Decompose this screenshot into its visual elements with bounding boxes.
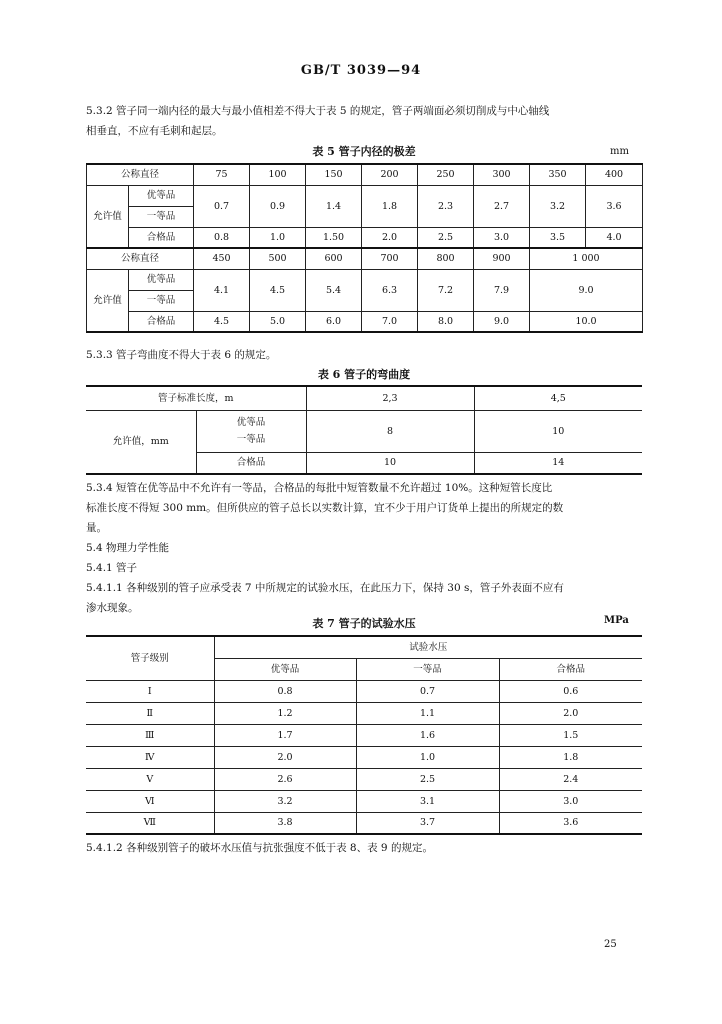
t5-dn: 600 [306, 248, 362, 269]
t7-val: 3.0 [499, 790, 642, 812]
clause-line: 5.3.2 管子同一端内径的最大与最小值相差不得大于表 5 的规定，管子两端面必须切削成与中心轴线 [86, 105, 550, 117]
t5-val: 8.0 [418, 311, 474, 332]
clause-5-3-2 [86, 101, 642, 141]
clause-line: 相垂直，不应有毛刺和起层。 [86, 125, 223, 137]
t7-val: 3.6 [499, 812, 642, 834]
t7-val: 0.6 [499, 680, 642, 702]
clause-5-3-3: 5.3.3 管子弯曲度不得大于表 6 的规定。 [86, 349, 277, 361]
t5-val: 2.5 [418, 227, 474, 248]
t7-val: 3.7 [356, 812, 499, 834]
t7-level: Ⅱ [86, 702, 214, 724]
t5-dn: 400 [586, 164, 643, 185]
table5-unit: mm [610, 146, 629, 157]
t5-val: 1.50 [306, 227, 362, 248]
t5-label-allow: 允许值 [87, 185, 129, 248]
t5-dn: 250 [418, 164, 474, 185]
clause-line: 5.3.4 短管在优等品中不允许有一等品，合格品的每批中短管数量不允许超过 10%。这种短管长度比 [86, 482, 553, 494]
t6-length-a: 2,3 [306, 386, 474, 410]
t5-val: 7.9 [474, 269, 530, 311]
t5-val: 2.0 [362, 227, 418, 248]
t5-dn: 100 [250, 164, 306, 185]
t7-head-grade: 管子级别 [86, 636, 214, 680]
t5-val: 4.5 [250, 269, 306, 311]
page-number: 25 [604, 939, 617, 950]
t5-dn: 75 [194, 164, 250, 185]
t5-grade-ok: 合格品 [129, 227, 194, 248]
t5-val: 2.3 [418, 185, 474, 227]
table-row [86, 790, 642, 812]
t5-val: 3.6 [586, 185, 643, 227]
table-row [86, 746, 642, 768]
t7-val: 3.1 [356, 790, 499, 812]
t7-val: 1.7 [214, 724, 356, 746]
t5-dn: 150 [306, 164, 362, 185]
t7-val: 2.4 [499, 768, 642, 790]
t6-length-b: 4,5 [474, 386, 642, 410]
t7-val: 2.6 [214, 768, 356, 790]
t6-grade-top: 优等品 [236, 417, 266, 428]
t5-dn: 350 [530, 164, 586, 185]
t5-label-dn: 公称直径 [87, 164, 194, 185]
t5-val: 4.1 [194, 269, 250, 311]
t7-val: 0.8 [214, 680, 356, 702]
t7-col-mid: 一等品 [356, 658, 499, 680]
t5-val: 4.0 [586, 227, 643, 248]
t5-val: 9.0 [474, 311, 530, 332]
t5-label-allow: 允许值 [87, 269, 129, 332]
t7-val: 1.5 [499, 724, 642, 746]
t5-dn: 700 [362, 248, 418, 269]
t7-level: Ⅲ [86, 724, 214, 746]
t5-dn: 900 [474, 248, 530, 269]
t7-val: 1.0 [356, 746, 499, 768]
t7-val: 0.7 [356, 680, 499, 702]
t6-val: 14 [474, 452, 642, 474]
t5-val: 5.0 [250, 311, 306, 332]
clause-5-3-4 [86, 478, 642, 538]
t5-val: 7.2 [418, 269, 474, 311]
standard-code-header: GB/T 3039—94 [300, 63, 422, 78]
table5 [86, 163, 643, 333]
table-row [86, 680, 642, 702]
t7-level: Ⅶ [86, 812, 214, 834]
t5-val: 3.2 [530, 185, 586, 227]
t5-dn: 450 [194, 248, 250, 269]
t6-allow-label: 允许值，mm [86, 410, 196, 474]
t5-val: 5.4 [306, 269, 362, 311]
t7-val: 2.5 [356, 768, 499, 790]
t5-val: 3.5 [530, 227, 586, 248]
table5-caption: 表 5 管子内径的极差 [312, 145, 416, 158]
t7-level: Ⅵ [86, 790, 214, 812]
clause-line: 渗水现象。 [86, 602, 139, 614]
table7-unit: MPa [604, 615, 629, 626]
clause-line: 量。 [86, 522, 107, 534]
t5-val: 1.0 [250, 227, 306, 248]
t5-dn: 800 [418, 248, 474, 269]
t5-dn: 200 [362, 164, 418, 185]
t5-val: 7.0 [362, 311, 418, 332]
t5-val: 0.9 [250, 185, 306, 227]
t6-val: 10 [306, 452, 474, 474]
t6-grade-stack [237, 414, 266, 448]
table6 [86, 385, 642, 475]
clause-line: 标准长度不得短 300 mm。但所供应的管子总长以实数计算，宜不少于用户订货单上提出的所规定的数 [86, 502, 564, 514]
table-row [86, 812, 642, 834]
table6-caption: 表 6 管子的弯曲度 [317, 368, 411, 381]
t6-grade-ok: 合格品 [196, 452, 306, 474]
clause-5-4-1-1 [86, 578, 642, 618]
t5-grade-mid: 一等品 [129, 290, 194, 311]
t5-val: 3.0 [474, 227, 530, 248]
t7-col-top: 优等品 [214, 658, 356, 680]
table7-caption: 表 7 管子的试验水压 [312, 617, 416, 630]
t6-grade-top-mid [196, 410, 306, 452]
t7-val: 2.0 [499, 702, 642, 724]
t5-grade-top: 优等品 [129, 185, 194, 206]
t7-head-test: 试验水压 [214, 636, 642, 658]
t5-val: 0.7 [194, 185, 250, 227]
t5-dn: 1 000 [530, 248, 643, 269]
t7-val: 3.8 [214, 812, 356, 834]
t5-label-dn: 公称直径 [87, 248, 194, 269]
t5-val: 1.4 [306, 185, 362, 227]
t5-val: 1.8 [362, 185, 418, 227]
table-row [86, 768, 642, 790]
t7-val: 3.2 [214, 790, 356, 812]
t5-grade-mid: 一等品 [129, 206, 194, 227]
t7-val: 1.1 [356, 702, 499, 724]
t7-col-ok: 合格品 [499, 658, 642, 680]
t6-val: 10 [474, 410, 642, 452]
t7-level: Ⅴ [86, 768, 214, 790]
table-row [86, 702, 642, 724]
t5-val: 2.7 [474, 185, 530, 227]
t5-grade-top: 优等品 [129, 269, 194, 290]
table7 [86, 635, 642, 835]
t5-dn: 300 [474, 164, 530, 185]
t5-val: 9.0 [530, 269, 643, 311]
t6-grade-mid: 一等品 [236, 434, 266, 445]
t5-val: 6.3 [362, 269, 418, 311]
t5-val: 6.0 [306, 311, 362, 332]
section-5-4: 5.4 物理力学性能 [86, 542, 170, 554]
t7-val: 1.6 [356, 724, 499, 746]
t6-head-length: 管子标准长度，m [86, 386, 306, 410]
t6-val: 8 [306, 410, 474, 452]
t7-val: 2.0 [214, 746, 356, 768]
t5-dn: 500 [250, 248, 306, 269]
t5-grade-ok: 合格品 [129, 311, 194, 332]
clause-5-4-1-2: 5.4.1.2 各种级别管子的破坏水压值与抗张强度不低于表 8、表 9 的规定。 [86, 842, 433, 854]
section-5-4-1: 5.4.1 管子 [86, 562, 138, 574]
t7-level: Ⅳ [86, 746, 214, 768]
t7-val: 1.2 [214, 702, 356, 724]
t5-val: 0.8 [194, 227, 250, 248]
t7-level: Ⅰ [86, 680, 214, 702]
clause-line: 5.4.1.1 各种级别的管子应承受表 7 中所规定的试验水压，在此压力下，保持 30 s，管子外表面不应有 [86, 582, 564, 594]
t5-val: 10.0 [530, 311, 643, 332]
table-row [86, 724, 642, 746]
t7-val: 1.8 [499, 746, 642, 768]
t5-val: 4.5 [194, 311, 250, 332]
